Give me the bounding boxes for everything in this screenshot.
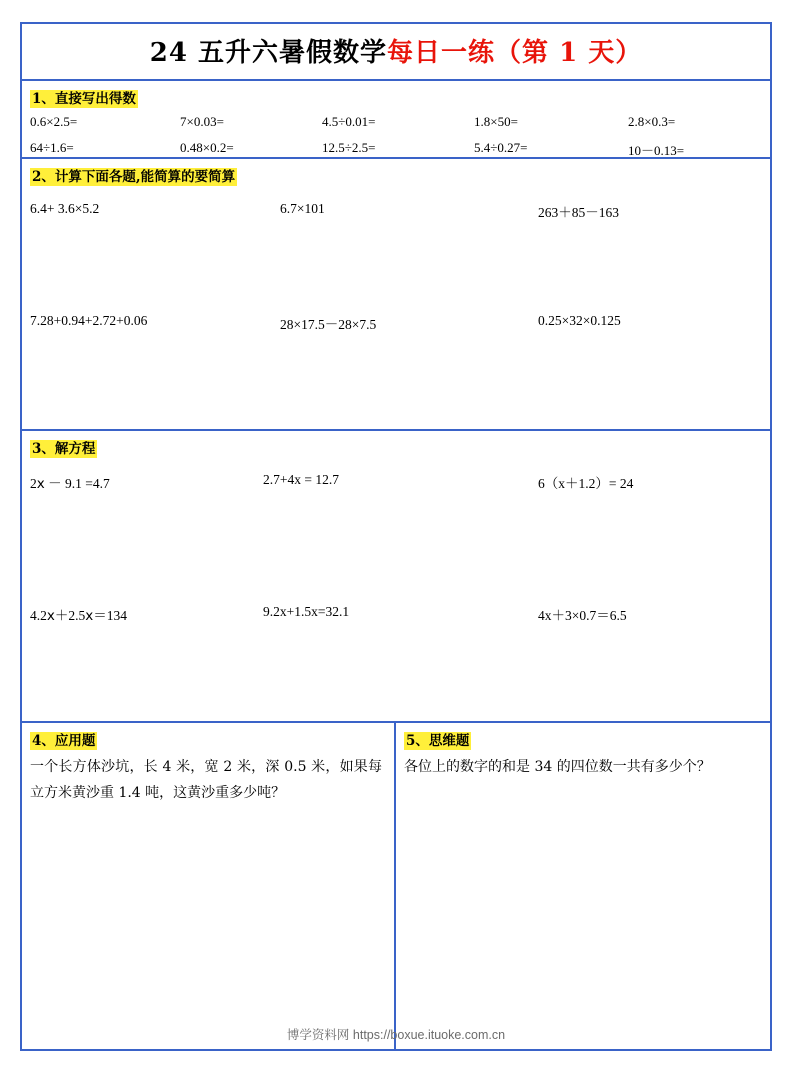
problem-cell: 2.7+4x = 12.7: [263, 472, 339, 488]
section-3-heading-text: 3、解方程: [32, 441, 96, 458]
problem-cell: 0.6×2.5=: [30, 114, 78, 130]
worksheet-border: [20, 22, 772, 1051]
section-3-heading: [22, 431, 770, 459]
section-2-heading-text: 2、计算下面各题,能简算的要简算: [32, 169, 236, 186]
problem-cell: 6.7×101: [280, 201, 325, 217]
thinking-problem-text: 各位上的数字的和是 34 的四位数一共有多少个？: [404, 759, 711, 776]
section-solve-equations: [22, 429, 770, 721]
problem-cell: 7×0.03=: [180, 114, 224, 130]
section-applied-problem: [22, 723, 396, 1051]
problem-cell: 4.2ⅹ＋2.5ⅹ＝134: [30, 608, 127, 624]
problem-cell: 4.5÷0.01=: [322, 114, 376, 130]
section-4-heading-text: 4、应用题: [32, 733, 96, 750]
section-1-row-1: [22, 114, 770, 130]
section-3-row-2: [22, 604, 770, 624]
section-word-problems: [22, 721, 770, 1051]
problem-cell: 5.4÷0.27=: [474, 140, 528, 156]
problem-cell: 1.8×50=: [474, 114, 518, 130]
problem-cell: 0.48×0.2=: [180, 140, 234, 156]
problem-cell: 2.8×0.3=: [628, 114, 676, 130]
problem-cell: 0.25×32×0.125: [538, 313, 621, 329]
problem-cell: 4x＋3×0.7＝6.5: [538, 608, 627, 624]
title-black-part: 24 五升六暑假数学: [149, 38, 388, 68]
section-2-row-2: [22, 313, 770, 333]
problem-cell: 6（x＋1.2）= 24: [538, 476, 634, 492]
applied-problem-text: 一个长方体沙坑，长 4 米，宽 2 米，深 0.5 米，如果每立方米黄沙重 1.4 吨，这黄沙重多少吨？: [30, 759, 382, 802]
section-2-heading: [22, 159, 770, 187]
section-2-row-1: [22, 201, 770, 221]
problem-cell: 263＋85－163: [538, 205, 619, 221]
footer-watermark: 博学资料网 https://boxue.ituoke.com.cn: [286, 1028, 506, 1042]
problem-cell: 6.4+ 3.6×5.2: [30, 201, 100, 217]
problem-cell: 10－0.13=: [628, 143, 685, 159]
problem-cell: 9.2x+1.5x=32.1: [263, 604, 350, 620]
title-red-part: 每日一练（第 1 天）: [387, 38, 643, 68]
section-5-heading-text: 5、思维题: [406, 733, 470, 750]
section-5-heading: [396, 723, 770, 751]
problem-cell: 2ⅹ － 9.1 =4.7: [30, 476, 110, 492]
problem-cell: 28×17.5－28×7.5: [280, 317, 377, 333]
section-compute-simplify: [22, 157, 770, 429]
problem-cell: 64÷1.6=: [30, 140, 74, 156]
section-3-row-1: [22, 472, 770, 492]
problem-cell: 7.28+0.94+2.72+0.06: [30, 313, 148, 329]
problem-cell: 12.5÷2.5=: [322, 140, 376, 156]
page-title: [22, 24, 770, 79]
section-4-heading: [22, 723, 394, 751]
section-1-heading-text: 1、直接写出得数: [32, 91, 136, 108]
section-thinking-problem: [396, 723, 770, 1051]
section-oral-calculation: [22, 79, 770, 157]
section-1-heading: [22, 81, 770, 109]
